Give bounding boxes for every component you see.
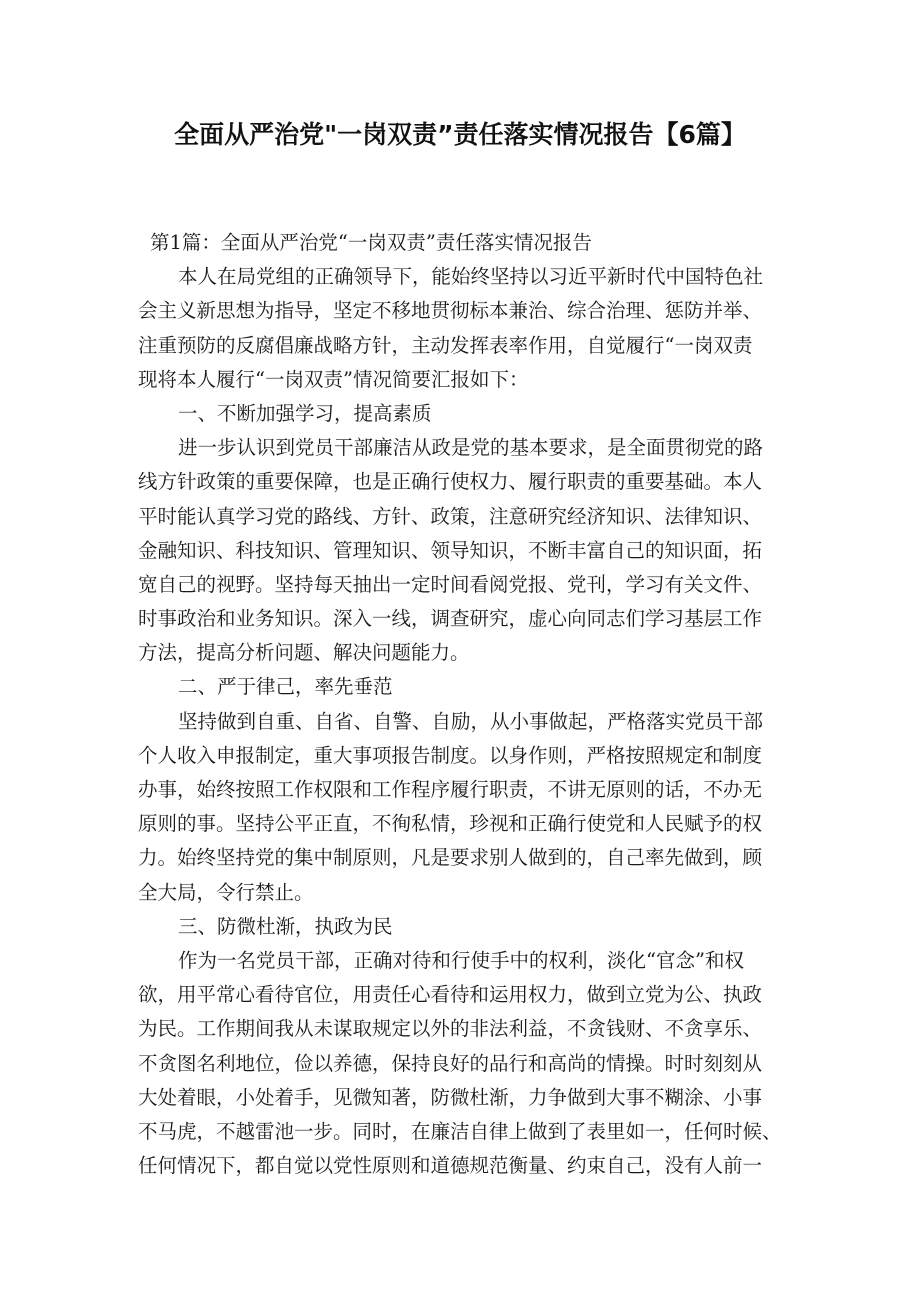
text-line: 线方针政策的重要保障，也是正确行使权力、履行职责的重要基础。本人 bbox=[138, 470, 763, 494]
document-title: 全面从严治党"一岗双责”责任落实情况报告【6篇】 bbox=[174, 120, 746, 149]
text-line: 大处着眼，小处着手，见微知著，防微杜渐，力争做到大事不糊涂、小事 bbox=[138, 1085, 763, 1109]
text-line: 力。始终坚持党的集中制原则，凡是要求别人做到的，自己率先做到，顾 bbox=[138, 846, 763, 870]
text-line: 宽自己的视野。坚持每天抽出一定时间看阅党报、党刊，学习有关文件、 bbox=[138, 572, 763, 596]
text-line: 金融知识、科技知识、管理知识、领导知识，不断丰富自己的知识面，拓 bbox=[138, 538, 763, 562]
text-line: 欲，用平常心看待官位，用责任心看待和运用权力，做到立党为公、执政 bbox=[138, 983, 763, 1007]
text-line: 作为一名党员干部，正确对待和行使手中的权利，淡化“官念”和权 bbox=[178, 948, 744, 972]
text-line: 会主义新思想为指导，坚定不移地贯彻标本兼治、综合治理、惩防并举、 bbox=[138, 299, 763, 323]
text-line: 本人在局党组的正确领导下，能始终坚持以习近平新时代中国特色社 bbox=[178, 265, 764, 289]
text-line: 平时能认真学习党的路线、方针、政策，注意研究经济知识、法律知识、 bbox=[138, 504, 763, 528]
text-line: 坚持做到自重、自省、自警、自励，从小事做起，严格落实党员干部 bbox=[178, 709, 764, 733]
text-line: 一、不断加强学习，提高素质 bbox=[178, 401, 432, 425]
text-line: 时事政治和业务知识。深入一线，调查研究，虚心向同志们学习基层工作 bbox=[138, 607, 763, 631]
text-line: 二、严于律己，率先垂范 bbox=[178, 675, 393, 699]
article-subtitle: 第1篇：全面从严治党“一岗双责”责任落实情况报告 bbox=[150, 231, 592, 254]
text-line: 原则的事。坚持公平正直，不徇私情，珍视和正确行使党和人民赋予的权 bbox=[138, 812, 763, 836]
text-line: 办事，始终按照工作权限和工作程序履行职责，不讲无原则的话，不办无 bbox=[138, 778, 763, 801]
text-line: 注重预防的反腐倡廉战略方针，主动发挥表率作用，自觉履行“一岗双责 bbox=[138, 333, 753, 357]
text-line: 现将本人履行“一岗双责”情况简要汇报如下： bbox=[138, 367, 529, 391]
text-line: 进一步认识到党员干部廉洁从政是党的基本要求，是全面贯彻党的路 bbox=[178, 436, 764, 460]
text-line: 三、防微杜渐，执政为民 bbox=[178, 914, 393, 938]
text-line: 为民。工作期间我从未谋取规定以外的非法利益，不贪钱财、不贪享乐、 bbox=[138, 1017, 763, 1041]
text-line: 方法，提高分析问题、解决问题能力。 bbox=[138, 641, 470, 665]
text-line: 不马虎，不越雷池一步。同时，在廉洁自律上做到了表里如一，任何时候、 bbox=[138, 1119, 782, 1143]
text-line: 个人收入申报制定，重大事项报告制度。以身作则，严格按照规定和制度 bbox=[138, 743, 763, 767]
text-line: 不贪图名利地位，俭以养德，保持良好的品行和高尚的情操。时时刻刻从 bbox=[138, 1051, 763, 1075]
document-body bbox=[138, 226, 798, 1183]
text-line: 全大局，令行禁止。 bbox=[138, 880, 314, 904]
text-line: 任何情况下，都自觉以党性原则和道德规范衡量、约束自己，没有人前一 bbox=[138, 1154, 763, 1178]
